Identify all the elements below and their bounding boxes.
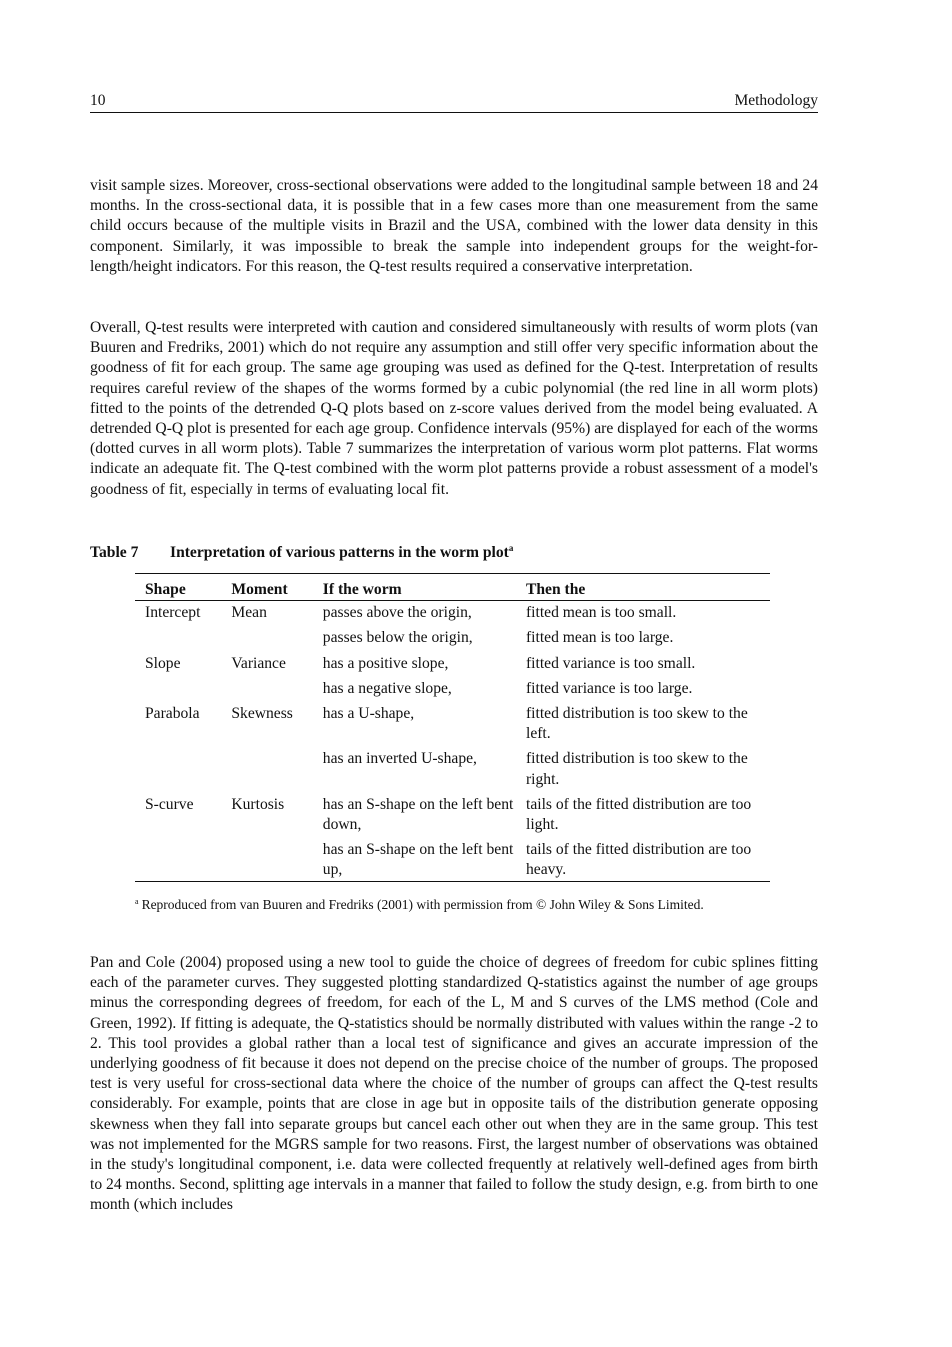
cell-then-the: fitted distribution is too skew to the right. (525, 750, 748, 788)
cell-then-the: fitted distribution is too skew to the left. (525, 705, 748, 743)
worm-plot-table (135, 573, 770, 882)
footnote-marker: a (135, 897, 139, 906)
table-row (135, 626, 770, 651)
cell-then-the: tails of the fitted distribution are too heavy. (516, 838, 770, 881)
cell-then-the: fitted mean is too small. (525, 604, 677, 622)
table-row (135, 793, 770, 838)
cell-if-the-worm: has an S-shape on the left bent down, (322, 795, 514, 834)
cell-shape: Intercept (145, 604, 201, 622)
cell-if-the-worm: has an S-shape on the left bent up, (313, 838, 516, 881)
table-title-marker: a (508, 543, 514, 553)
cell-then-the: fitted mean is too large. (525, 629, 674, 647)
cell-if-the-worm: has a negative slope, (322, 679, 452, 697)
table-footnote (135, 892, 735, 915)
table-row (135, 601, 770, 627)
cell-shape: S-curve (145, 795, 194, 813)
cell-moment (221, 838, 312, 881)
page-number: 10 (90, 92, 106, 109)
table-body (135, 601, 770, 881)
cell-then-the: fitted variance is too large. (525, 679, 693, 697)
table-row (135, 838, 770, 881)
table-number: Table 7 (90, 544, 139, 561)
cell-moment: Mean (231, 604, 267, 622)
paragraph-3: Pan and Cole (2004) proposed using a new tool to guide the choice of degrees of freedom for cubic splines fitting each of the parameter curves. They suggested plotting standardized Q-statistics against the number of age groups minus the corresponding degrees of freedom, for each of the L, M and S curves of the LMS method (Cole and Green, 1992). If fitting is adequate, the Q-statistics should be normally distributed with values within the range -2 to 2. This tool provides a global rather than a local test of significance and gives an accurate impression of the underlying goodness of fit because it does not depend on the precise choice of the number of groups. The proposed test is very useful for cross-sectional data where the choice of the number of groups can affect the Q-test results considerably. For example, points that are close in age but in opposite tails of the distribution generate opposing skewness when they fall into separate groups but cancel each other out when they are in the same group. This test was not implemented for the MGRS sample for two reasons. First, the largest number of observations was obtained in the study's longitudinal component, i.e. data were collected frequently at relatively well-defined ages from birth to 24 months. Second, splitting age intervals in a manner that failed to follow the study design, e.g. from birth to one month (which includes (90, 954, 818, 1214)
table-header-row (135, 574, 770, 601)
cell-moment: Kurtosis (231, 795, 285, 813)
column-header-moment: Moment (221, 574, 312, 601)
cell-shape (135, 626, 221, 651)
column-header-then-the: Then the (516, 574, 770, 601)
paragraph-2: Overall, Q-test results were interpreted with caution and considered simultaneously with results of worm plots (van Buuren and Fredriks, 2001) which do not require any assumption and still offer very specific information about the goodness of fit for each group. The same age grouping was used as defined for the Q-test. Interpretation of results requires careful review of the shapes of the worms formed by a cubic polynomial (the red line in all worm plots) fitted to the points of the detrended Q-Q plots based on z-score values derived from the model being evaluated. A detrended Q-Q plot is presented for each age group. Confidence intervals (95%) are displayed for each of the worms (dotted curves in all worm plots). Table 7 summarizes the interpretation of various worm plot patterns. Flat worms indicate an adequate fit. The Q-test combined with the worm plot patterns provide a robust assessment of a model's goodness of fit, especially in terms of evaluating local fit. (90, 319, 818, 498)
cell-shape (135, 838, 221, 881)
cell-shape (135, 747, 221, 792)
paragraph-1: visit sample sizes. Moreover, cross-sectional observations were added to the longitudinal sample between 18 and 24 months. In the cross-sectional data, it is possible that in a few cases more than one measurement from the same child occurs because of the multiple visits in Brazil and the USA, combined with the lower data density in this component. Similarly, it was impossible to break the sample into independent groups for the weight-for-length/height indicators. For this reason, the Q-test results required a conservative interpretation. (90, 177, 818, 275)
cell-moment: Variance (231, 654, 286, 672)
cell-if-the-worm: has a U-shape, (322, 705, 415, 723)
cell-shape: Parabola (145, 705, 200, 723)
cell-if-the-worm: has an inverted U-shape, (322, 750, 477, 768)
running-header (90, 91, 818, 113)
table (135, 573, 770, 882)
footnote-text: Reproduced from van Buuren and Fredriks (2001) with permission from © John Wiley & Sons Limited. (141, 897, 704, 912)
cell-moment (221, 626, 312, 651)
section-title: Methodology (734, 92, 818, 109)
table-row (135, 747, 770, 792)
cell-moment: Skewness (231, 705, 293, 723)
table-row (135, 652, 770, 677)
column-header-shape: Shape (135, 574, 221, 601)
cell-then-the: tails of the fitted distribution are too light. (525, 795, 752, 834)
cell-if-the-worm: passes above the origin, (322, 604, 472, 622)
cell-moment (221, 747, 312, 792)
table-caption (90, 543, 513, 562)
cell-then-the: fitted variance is too small. (525, 654, 696, 672)
cell-if-the-worm: passes below the origin, (322, 629, 473, 647)
cell-if-the-worm: has a positive slope, (322, 654, 449, 672)
column-header-if-the-worm: If the worm (313, 574, 516, 601)
cell-shape (135, 677, 221, 702)
cell-shape: Slope (145, 654, 181, 672)
cell-moment (221, 677, 312, 702)
table-row (135, 677, 770, 702)
table-row (135, 702, 770, 747)
table-title: Interpretation of various patterns in the worm plot (170, 544, 509, 561)
